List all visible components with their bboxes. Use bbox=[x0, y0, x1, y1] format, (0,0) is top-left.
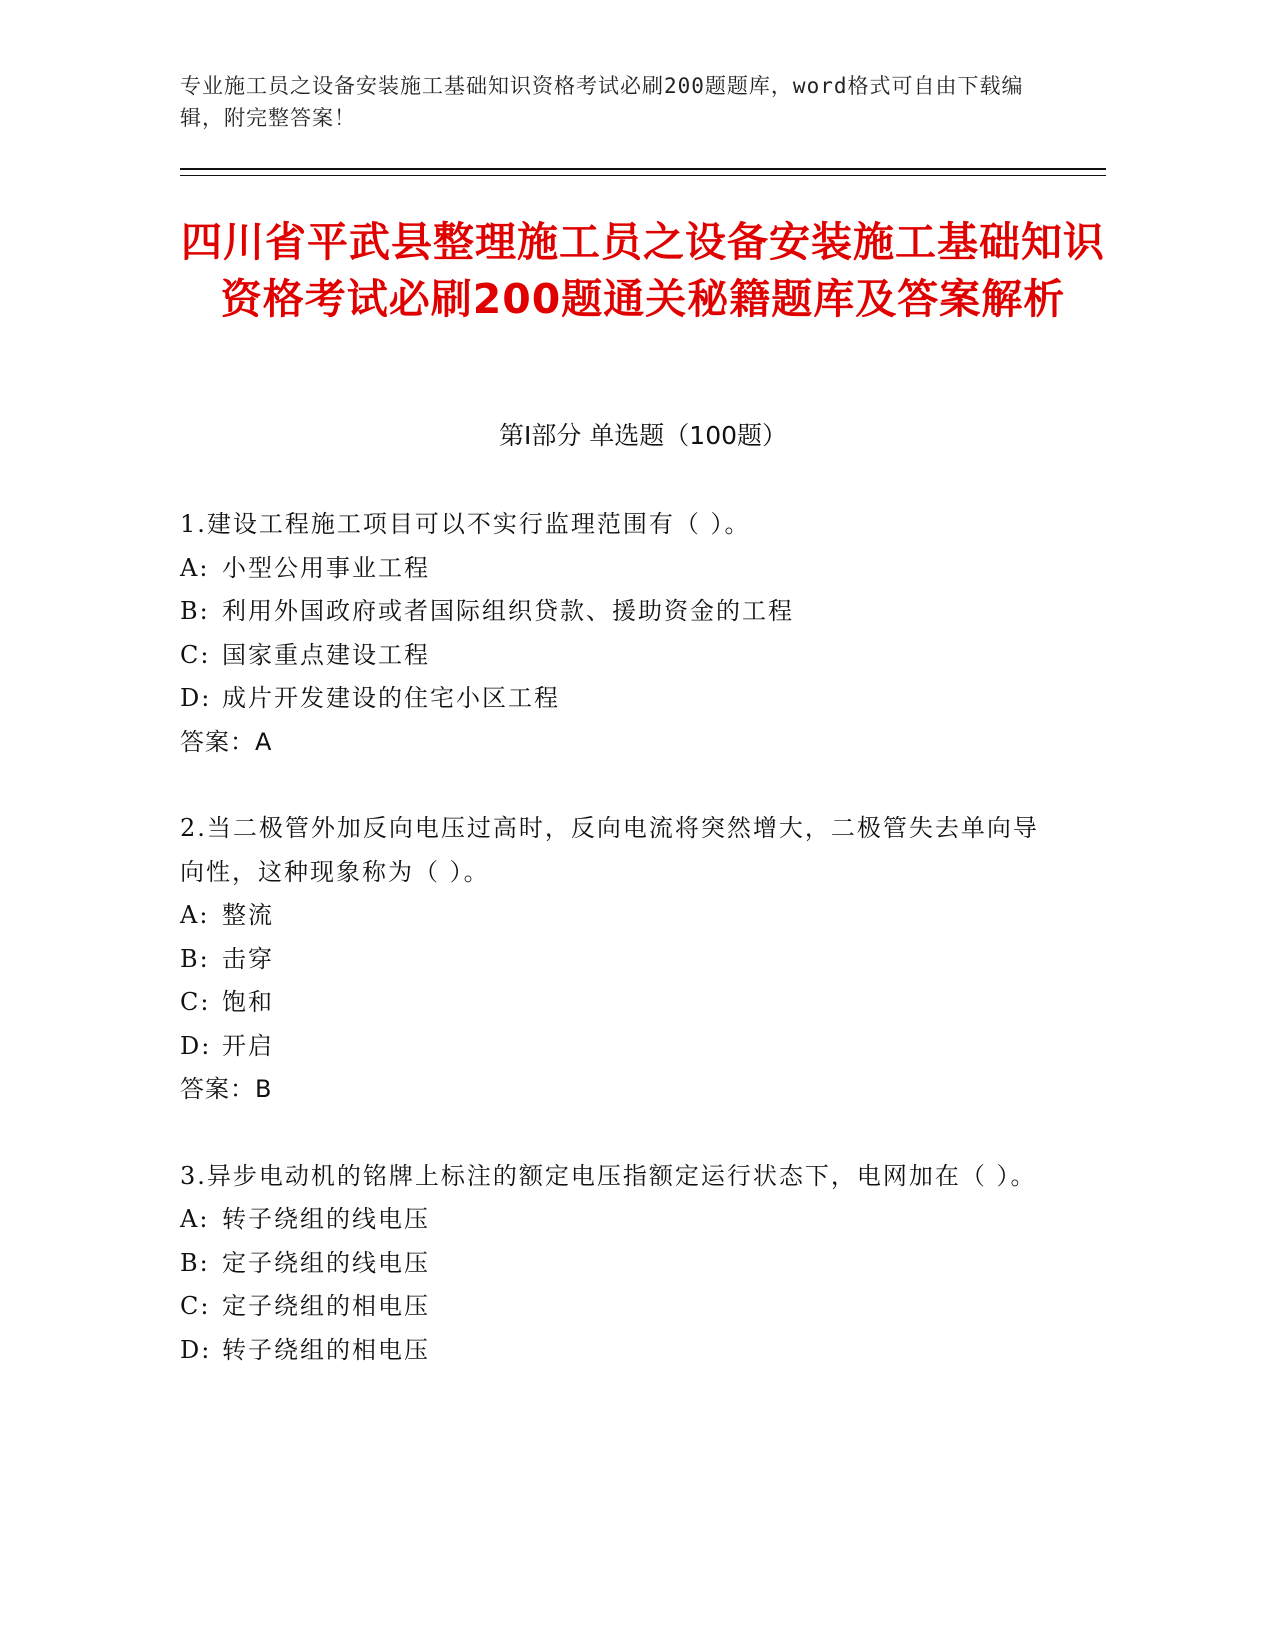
option-key: B: bbox=[180, 597, 210, 625]
option-b bbox=[180, 938, 1040, 982]
question-3 bbox=[180, 1155, 1040, 1373]
option-text: 定子绕组的线电压 bbox=[222, 1248, 430, 1277]
option-a bbox=[180, 1198, 1040, 1242]
option-key: D: bbox=[180, 1335, 212, 1364]
document-title: 四川省平武县整理施工员之设备安装施工基础知识资格考试必刷200题通关秘籍题库及答案解析 bbox=[181, 218, 1105, 323]
header-divider-thin bbox=[180, 175, 1106, 176]
option-d bbox=[180, 677, 1040, 721]
answer-line: 答案：B bbox=[180, 1075, 273, 1103]
option-text: 开启 bbox=[222, 1031, 274, 1060]
option-key: B: bbox=[180, 1248, 210, 1277]
option-text: 整流 bbox=[222, 901, 274, 929]
question-stem: 3.异步电动机的铭牌上标注的额定电压指额定运行状态下，电网加在（ ）。 bbox=[180, 1161, 1037, 1190]
option-a bbox=[180, 894, 1040, 938]
question-2 bbox=[180, 807, 1040, 1112]
option-text: 小型公用事业工程 bbox=[222, 553, 430, 582]
header-divider-thick bbox=[180, 168, 1106, 170]
option-key: C: bbox=[180, 988, 211, 1016]
option-key: A: bbox=[180, 553, 210, 582]
option-key: D: bbox=[180, 684, 212, 712]
question-1 bbox=[180, 503, 1040, 764]
option-key: C: bbox=[180, 640, 211, 669]
option-text: 转子绕组的线电压 bbox=[222, 1205, 430, 1233]
option-b bbox=[180, 1242, 1040, 1286]
option-key: B: bbox=[180, 944, 210, 973]
option-key: A: bbox=[180, 901, 210, 929]
option-c bbox=[180, 1285, 1040, 1329]
header-note: 专业施工员之设备安装施工基础知识资格考试必刷200题题库，word格式可自由下载编辑，附完整答案！ bbox=[180, 74, 1024, 130]
option-c bbox=[180, 634, 1040, 678]
option-b bbox=[180, 590, 1040, 634]
option-text: 国家重点建设工程 bbox=[222, 640, 430, 669]
option-text: 转子绕组的相电压 bbox=[222, 1335, 430, 1364]
question-stem: 2.当二极管外加反向电压过高时，反向电流将突然增大，二极管失去单向导向性，这种现象称为（ ）。 bbox=[180, 814, 1039, 886]
option-text: 利用外国政府或者国际组织贷款、援助资金的工程 bbox=[222, 597, 794, 625]
option-text: 饱和 bbox=[222, 988, 274, 1016]
question-list bbox=[180, 503, 1040, 1415]
option-a bbox=[180, 547, 1040, 591]
option-text: 定子绕组的相电压 bbox=[222, 1292, 430, 1320]
question-stem: 1.建设工程施工项目可以不实行监理范围有（ ）。 bbox=[180, 510, 751, 538]
section-heading: 第Ⅰ部分 单选题（100题） bbox=[498, 421, 788, 450]
option-c bbox=[180, 981, 1040, 1025]
option-text: 成片开发建设的住宅小区工程 bbox=[222, 684, 560, 712]
option-key: D: bbox=[180, 1031, 212, 1060]
option-d bbox=[180, 1329, 1040, 1373]
answer-line: 答案：A bbox=[180, 727, 273, 756]
option-key: A: bbox=[180, 1205, 210, 1233]
option-text: 击穿 bbox=[222, 944, 274, 973]
option-d bbox=[180, 1025, 1040, 1069]
option-key: C: bbox=[180, 1292, 211, 1320]
